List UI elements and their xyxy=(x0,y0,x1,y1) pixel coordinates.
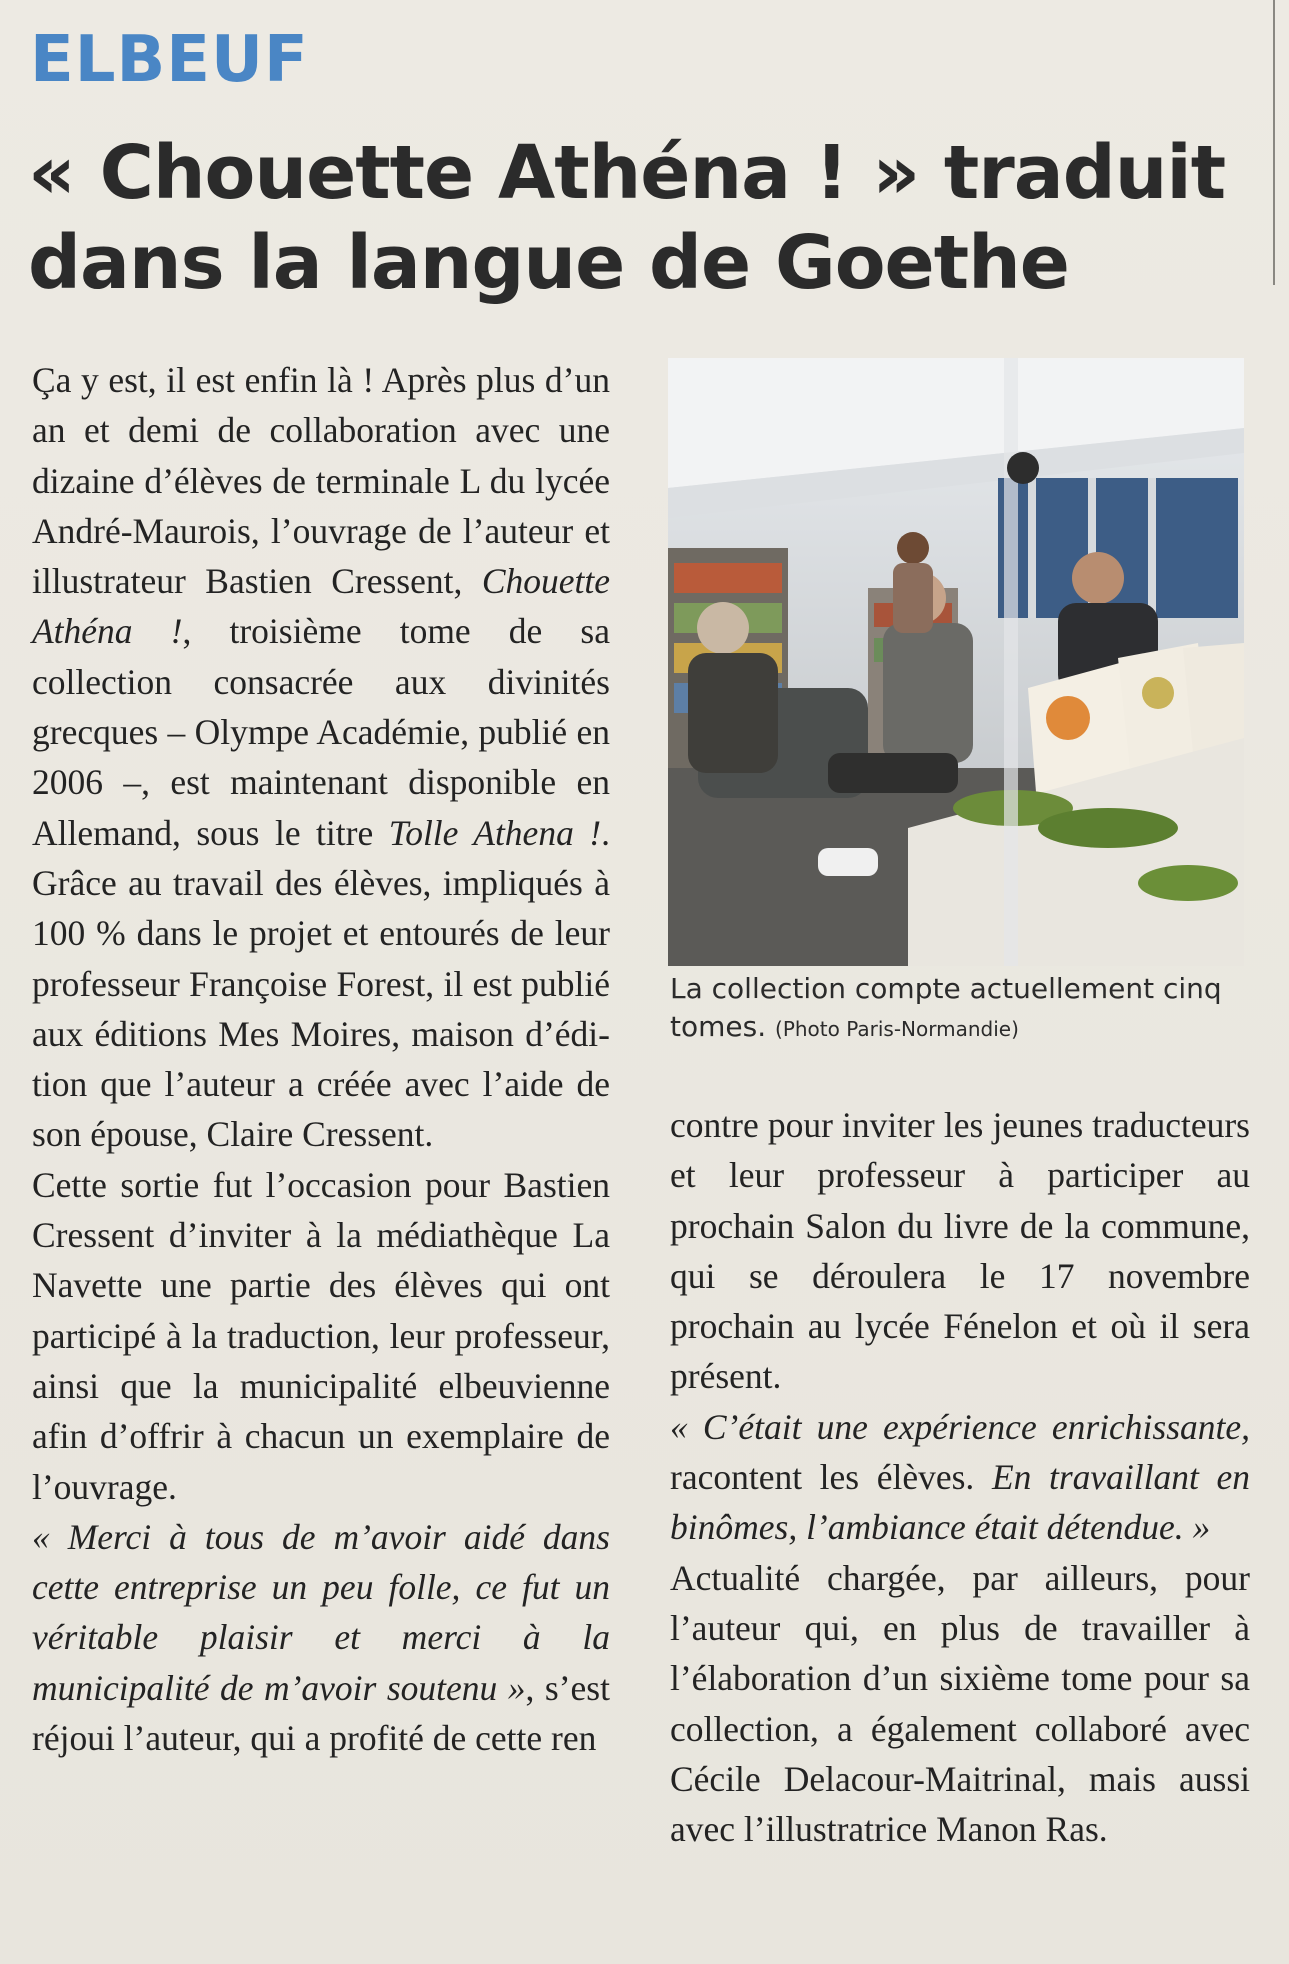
section-label: ELBEUF xyxy=(30,23,309,97)
article-paragraph: Actualité chargée, par ailleurs, pour l’auteur qui, en plus de travailler à l’élaboration d’un sixième tome pour sa collection, a également collaboré avec Cécile Delacour-Maitrinal, mais aussi avec l’illustratrice Manon Ras. xyxy=(670,1557,1250,1850)
photo-caption xyxy=(670,970,1250,1048)
student-quote: « C’était une expérience enrichissante, xyxy=(670,1406,1250,1447)
article-paragraph: contre pour inviter les jeunes traducteurs et leur professeur à participer au prochain Salon du livre de la commune, qui se déroulera le 17 novembre prochain au lycée Fénelon et où il sera présent. xyxy=(670,1105,1250,1397)
author-quote: « Merci à tous de m’avoir aidé dans cette entreprise un peu folle, ce fut un véritable plaisir et merci à la municipalité de m’avoir soutenu » xyxy=(32,1516,610,1708)
article-paragraph: Cette sortie fut l’occasion pour Bastien Cressent d’inviter à la médiathèque La Navette une partie des élèves qui ont participé à la traduction, leur professeur, ainsi que la municipalité elbeuvienne afin d’offrir à chacun un exemplaire de l’ouvrage. xyxy=(32,1164,610,1507)
article-paragraph: « Merci à tous de m’avoir aidé dans cette entreprise un peu folle, ce fut un véritable plaisir et merci à la municipalité de m’avoir soutenu », s’est réjoui l’auteur, qui a profité de cette ren xyxy=(32,1516,610,1759)
book-title: Chouette Athéna ! xyxy=(32,561,610,652)
article-left-column xyxy=(32,355,610,1763)
article-right-column xyxy=(670,1100,1250,1854)
book-title-german: Tolle Athena ! xyxy=(388,812,602,853)
library-scene-illustration xyxy=(668,358,1244,966)
page-fold-line xyxy=(1273,0,1275,285)
article-photo xyxy=(668,358,1244,966)
photo-caption-text: La collection compte actuellement cinq tomes. xyxy=(670,972,1222,1043)
article-paragraph: « C’était une expérience enrichissante, racontent les élèves. En travaillant en binômes, l’ambiance était détendue. » xyxy=(670,1406,1250,1548)
article-headline: « Chouette Athéna ! » traduit dans la langue de Goethe xyxy=(28,130,1226,306)
student-quote: En travaillant en binômes, l’ambiance était détendue. » xyxy=(670,1457,1250,1548)
photo-credit: (Photo Paris-Normandie) xyxy=(775,1017,1019,1041)
article-paragraph: Ça y est, il est enfin là ! Après plus d’un an et demi de collaboration avec une dizaine d’élèves de terminale L du lycée André-Maurois, l’ouvrage de l’auteur et illustrateur Bastien Cressent, Chouette Athéna !, troisième tome de sa collection consacrée aux divinités grecques – Olympe Académie, publié en 2006 –, est maintenant disponible en Allemand, sous le titre Tolle Athena !. Grâce au travail des élèves, impliqués à 100 % dans le projet et entourés de leur professeur Françoise Forest, il est publié aux éditions Mes Moires, maison d’édition que l’auteur a créée avec l’aide de son épouse, Claire Cressent. xyxy=(32,360,610,1155)
